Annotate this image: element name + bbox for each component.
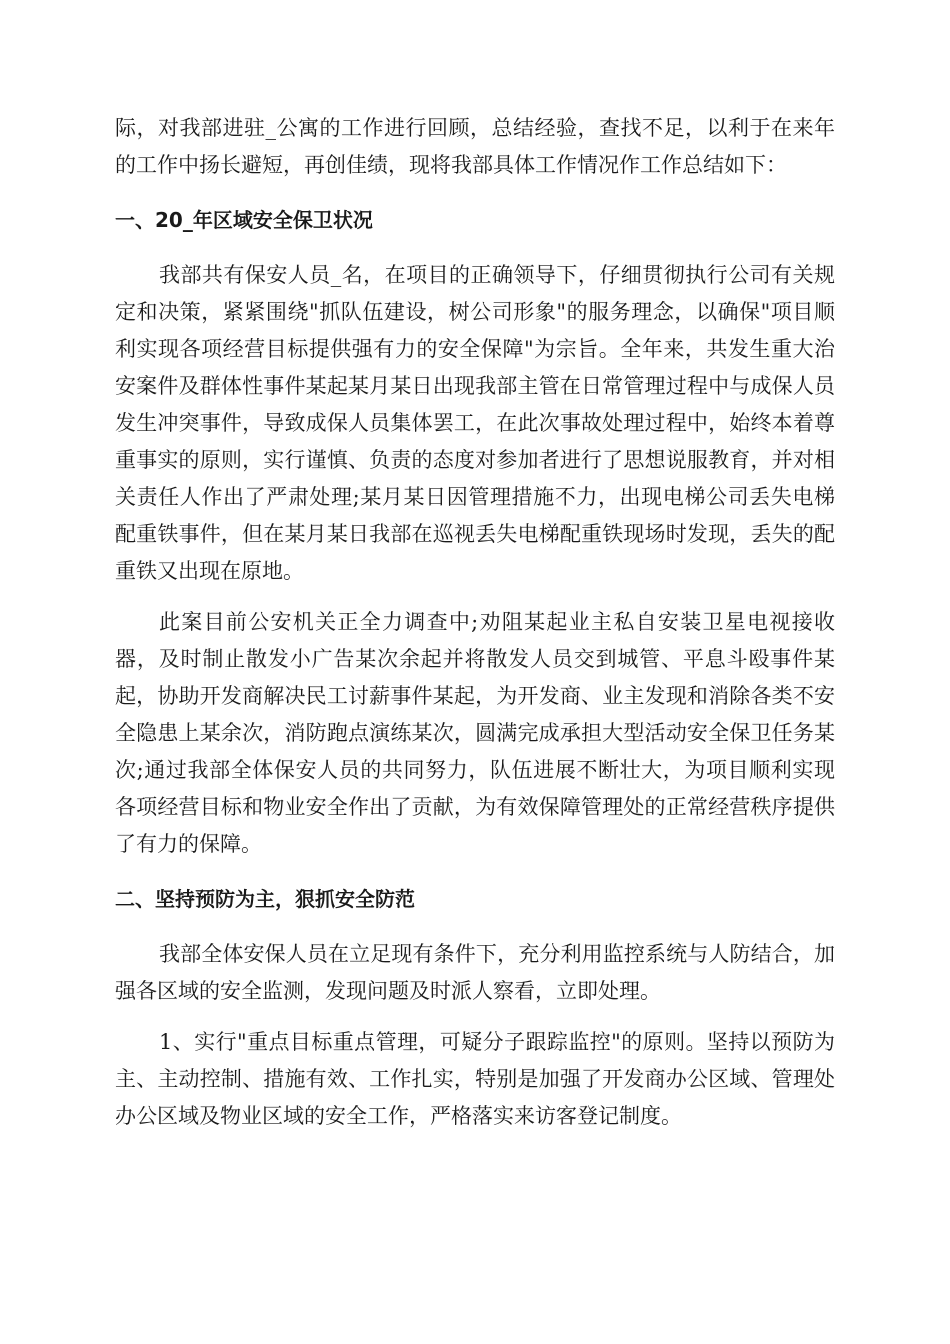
document-page xyxy=(115,110,835,1135)
intro-paragraph: 际，对我部进驻_公寓的工作进行回顾，总结经验，查找不足，以利于在来年的工作中扬长避短，再创佳绩，现将我部具体工作情况作工作总结如下： xyxy=(115,116,835,177)
section-2-paragraph-1: 我部全体安保人员在立足现有条件下，充分利用监控系统与人防结合，加强各区域的安全监测，发现问题及时派人察看，立即处理。 xyxy=(115,942,835,1003)
section-1-paragraph-1: 我部共有保安人员_名，在项目的正确领导下，仔细贯彻执行公司有关规定和决策，紧紧围绕"抓队伍建设，树公司形象"的服务理念，以确保"项目顺利实现各项经营目标提供强有力的安全保障"为宗旨。全年来，共发生重大治安案件及群体性事件某起某月某日出现我部主管在日常管理过程中与成保人员发生冲突事件，导致成保人员集体罢工，在此次事故处理过程中，始终本着尊重事实的原则，实行谨慎、负责的态度对参加者进行了思想说服教育，并对相关责任人作出了严肃处理;某月某日因管理措施不力，出现电梯公司丢失电梯配重铁事件，但在某月某日我部在巡视丢失电梯配重铁现场时发现，丢失的配重铁又出现在原地。 xyxy=(115,263,835,583)
section-1-heading: 一、20_年区域安全保卫状况 xyxy=(115,208,373,232)
section-2-heading: 二、坚持预防为主，狠抓安全防范 xyxy=(115,887,415,911)
section-2-paragraph-2: 1、实行"重点目标重点管理，可疑分子跟踪监控"的原则。坚持以预防为主、主动控制、措施有效、工作扎实，特别是加强了开发商办公区域、管理处办公区域及物业区域的安全工作，严格落实来访客登记制度。 xyxy=(115,1030,835,1128)
section-1-paragraph-2: 此案目前公安机关正全力调查中;劝阻某起业主私自安装卫星电视接收器，及时制止散发小广告某次余起并将散发人员交到城管、平息斗殴事件某起，协助开发商解决民工讨薪事件某起，为开发商、业主发现和消除各类不安全隐患上某余次，消防跑点演练某次，圆满完成承担大型活动安全保卫任务某次;通过我部全体保安人员的共同努力，队伍进展不断壮大，为项目顺利实现各项经营目标和物业安全作出了贡献，为有效保障管理处的正常经营秩序提供了有力的保障。 xyxy=(115,610,835,856)
